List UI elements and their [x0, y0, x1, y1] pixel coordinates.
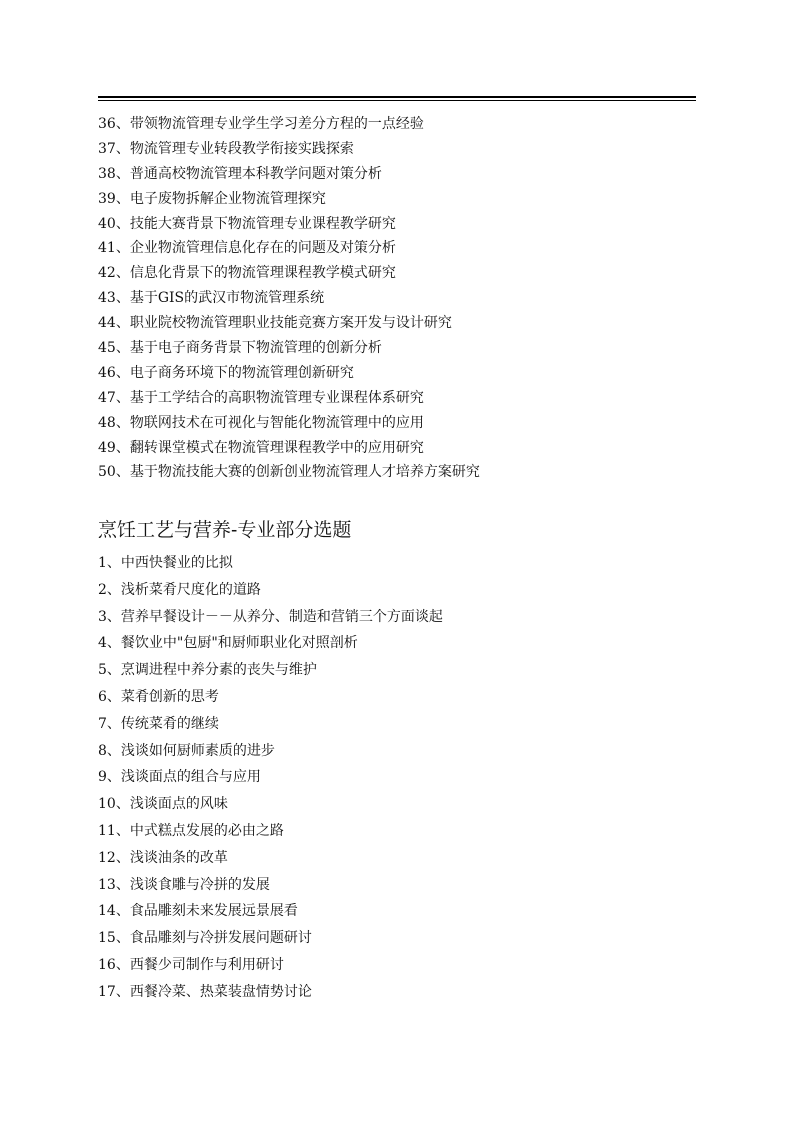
list-item: 13、浅谈食雕与冷拼的发展	[98, 876, 270, 893]
list-item: 5、烹调进程中养分素的丧失与维护	[98, 662, 317, 679]
list-item: 36、带领物流管理专业学生学习差分方程的一点经验	[98, 116, 424, 132]
list-item: 10、浅谈面点的风味	[98, 796, 228, 813]
list-item: 4、餐饮业中"包厨"和厨师职业化对照剖析	[98, 635, 358, 652]
list-item: 46、电子商务环境下的物流管理创新研究	[98, 364, 354, 381]
logistics-topic-list	[98, 114, 480, 487]
list-item: 50、基于物流技能大赛的创新创业物流管理人才培养方案研究	[98, 464, 480, 481]
list-item: 48、物联网技术在可视化与智能化物流管理中的应用	[98, 414, 424, 431]
list-item: 17、西餐冷菜、热菜装盘情势讨论	[98, 983, 312, 1000]
list-item: 44、职业院校物流管理职业技能竞赛方案开发与设计研究	[98, 315, 452, 332]
list-item: 16、西餐少司制作与利用研讨	[98, 956, 284, 973]
header-rule-thin	[98, 100, 696, 101]
list-item: 49、翻转课堂模式在物流管理课程教学中的应用研究	[98, 439, 424, 456]
list-item: 1、中西快餐业的比拟	[98, 555, 233, 571]
list-item: 47、基于工学结合的高职物流管理专业课程体系研究	[98, 389, 424, 406]
list-item: 14、食品雕刻未来发展远景展看	[98, 903, 298, 920]
list-item: 12、浅谈油条的改革	[98, 849, 228, 866]
list-item: 39、电子废物拆解企业物流管理探究	[98, 190, 326, 207]
list-item: 40、技能大赛背景下物流管理专业课程教学研究	[98, 215, 396, 232]
list-item: 11、中式糕点发展的必由之路	[98, 822, 284, 839]
list-item: 2、浅析菜肴尺度化的道路	[98, 581, 261, 598]
header-rule-thick	[98, 96, 696, 98]
list-item: 7、传统菜肴的继续	[98, 715, 219, 732]
culinary-topic-list	[98, 553, 443, 1009]
list-item: 43、基于GIS的武汉市物流管理系统	[98, 290, 325, 307]
list-item: 3、营养早餐设计－－从养分、制造和营销三个方面谈起	[98, 608, 443, 625]
list-item: 42、信息化背景下的物流管理课程教学模式研究	[98, 265, 396, 282]
section-heading: 烹饪工艺与营养-专业部分选题	[98, 520, 352, 541]
list-item: 38、普通高校物流管理本科教学问题对策分析	[98, 165, 382, 182]
list-item: 45、基于电子商务背景下物流管理的创新分析	[98, 340, 382, 357]
list-item: 9、浅谈面点的组合与应用	[98, 769, 261, 786]
list-item: 8、浅谈如何厨师素质的进步	[98, 742, 275, 759]
list-item: 15、食品雕刻与冷拼发展问题研讨	[98, 930, 312, 947]
list-item: 6、菜肴创新的思考	[98, 688, 219, 705]
list-item: 37、物流管理专业转段教学衔接实践探索	[98, 140, 354, 157]
list-item: 41、企业物流管理信息化存在的问题及对策分析	[98, 240, 396, 257]
